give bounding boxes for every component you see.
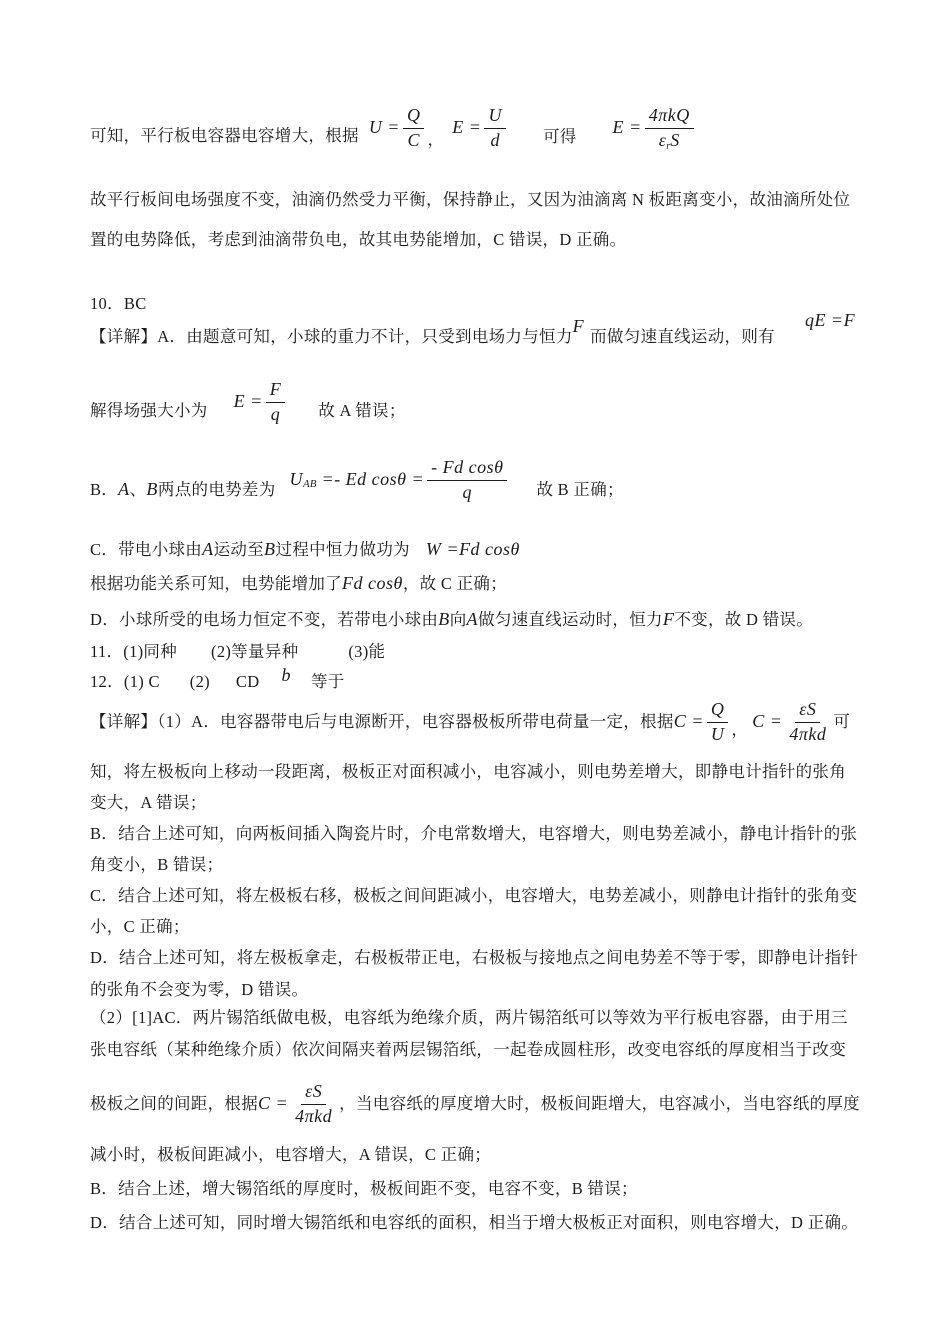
- text-run: (2)等量异种: [211, 642, 299, 662]
- math-run: =- Ed cosθ =: [316, 469, 425, 490]
- spacer: [510, 480, 536, 481]
- fraction: [484, 105, 506, 151]
- solution-12-1A-line-2: [90, 760, 846, 784]
- text-run: (2): [189, 672, 210, 692]
- math-run: C =: [258, 1093, 289, 1114]
- spacer: [259, 682, 281, 683]
- text-run: 【详解】（1）A．电容器带电后与电源断开，电容器极板所带电荷量一定，根据: [90, 712, 674, 732]
- spacer: [577, 128, 613, 129]
- text-run: 可得: [542, 127, 577, 147]
- solution-10-A-formula-line: [90, 376, 406, 428]
- math-run: U: [488, 104, 502, 125]
- text-run: 而做匀速直线运动，则有: [590, 327, 775, 347]
- text-run: 过程中恒力做功为: [275, 540, 410, 560]
- fraction-numerator: [795, 699, 820, 723]
- text-run: 变大，A 错误；: [90, 793, 207, 813]
- solution-10-C-line-2: [90, 572, 507, 596]
- math-run: 4πkd: [295, 1105, 333, 1126]
- math-run: E =: [612, 117, 642, 138]
- text-run: 运动至: [213, 540, 265, 560]
- text-run: 可: [833, 712, 851, 732]
- solution-9-text-line-1: [90, 188, 850, 212]
- spacer: [208, 402, 234, 403]
- fraction-denominator: [291, 1105, 336, 1128]
- text-run: 角变小，B 错误；: [90, 855, 224, 875]
- solution-10-A-line: [90, 310, 856, 352]
- text-run: 根据功能关系可知，电势能增加了: [90, 574, 342, 594]
- fraction: [291, 1081, 336, 1127]
- math-run: C =: [673, 711, 704, 732]
- text-run: 故 B 正确；: [536, 480, 624, 500]
- text-run: ，当电容纸的厚度增大时，极板间距增大，电容减小，当电容纸的厚度: [339, 1094, 860, 1114]
- math-run: F: [572, 316, 585, 337]
- spacer: [291, 682, 311, 683]
- fraction: [785, 699, 830, 745]
- math-run: d: [490, 129, 500, 150]
- solution-12-1A-line-3: [90, 791, 207, 815]
- text-run: C．结合上述可知，将左极板右移，极板之间间距减小，电容增大，电势差减小，则静电计指针的张角变: [90, 886, 858, 906]
- text-run: 可知，平行板电容器电容增大，根据: [90, 126, 359, 146]
- spacer: [210, 682, 236, 683]
- text-run: 解得场强大小为: [90, 401, 208, 421]
- solution-12-1C-line-1: [90, 884, 857, 908]
- math-run: E =: [452, 117, 482, 138]
- text-run: 向: [449, 610, 467, 630]
- math-subscript: r: [666, 140, 671, 152]
- answer-10: [90, 292, 147, 316]
- spacer: [509, 128, 543, 129]
- solution-10-D-line: [90, 608, 813, 632]
- solution-12-2AC-line-4: [90, 1143, 491, 1167]
- math-run: A: [118, 479, 130, 500]
- fraction: [645, 105, 694, 151]
- text-run: 12．(1) C: [90, 672, 160, 692]
- spacer: [177, 652, 211, 653]
- text-run: 不变，故 D 错误。: [674, 610, 814, 630]
- solution-12-2AC-formula-line: [90, 1076, 860, 1132]
- text-run: (3)能: [348, 642, 386, 662]
- solution-12-2D-line: [90, 1211, 858, 1235]
- text-run: 张电容纸（某种绝缘介质）依次间隔夹着两层锡箔纸，一起卷成圆柱形，改变电容纸的厚度相当于改变: [90, 1040, 846, 1060]
- text-run: B．: [90, 480, 119, 500]
- math-run: C =: [752, 711, 783, 732]
- text-run: 故平行板间电场强度不变，油滴仍然受力平衡，保持静止，又因为油滴离 N 板距离变小，故油滴所处位: [90, 190, 851, 210]
- fraction-numerator: [484, 105, 506, 129]
- text-run: ，故 C 正确；: [402, 574, 507, 594]
- solution-12-1C-line-2: [90, 915, 190, 939]
- math-run: Fd cosθ: [342, 573, 403, 594]
- text-run: D．结合上述可知，将左极板拿走，右极板带正电，右极板与接地点之间电势差不等于零，即静电计指针: [90, 948, 859, 968]
- math-run: U: [289, 469, 304, 490]
- text-run: 两点的电势差为: [157, 480, 276, 500]
- text-run: 做匀速直线运动时，恒力: [478, 610, 663, 630]
- solution-12-1D-line-1: [90, 946, 858, 970]
- math-run: q: [270, 403, 281, 424]
- fraction: [427, 457, 507, 503]
- spacer: [410, 550, 426, 551]
- text-run: 减小时，极板间距减小，电容增大，A 错误，C 正确；: [90, 1145, 492, 1165]
- math-run: qE =F: [804, 310, 856, 331]
- text-run: ，: [731, 720, 749, 740]
- text-run: C．带电小球由: [90, 540, 203, 560]
- text-run: D．结合上述可知，同时增大锡箔纸和电容纸的面积，相当于增大极板正对面积，则电容增大，D 正确。: [90, 1213, 859, 1233]
- math-run: C: [407, 129, 420, 150]
- text-run: CD: [235, 672, 260, 692]
- math-run: 4πkQ: [648, 104, 690, 125]
- math-run: A: [202, 539, 214, 560]
- text-run: 、: [129, 480, 147, 500]
- answer-12: [90, 665, 345, 694]
- fraction-denominator: [655, 129, 684, 152]
- math-run: U =: [368, 117, 400, 138]
- math-run: F: [662, 609, 675, 630]
- math-run: S: [670, 129, 680, 150]
- text-run: 【详解】A．由题意可知，小球的重力不计，只受到电场力与恒力: [90, 327, 573, 347]
- spacer: [276, 480, 290, 481]
- math-run: q: [462, 481, 473, 502]
- text-run: B．结合上述可知，向两板间插入陶瓷片时，介电常数增大，电容增大，则电势差减小，静电计指针的张: [90, 824, 858, 844]
- math-run: B: [146, 479, 158, 500]
- math-run: E =: [233, 391, 263, 412]
- fraction-numerator: [645, 105, 694, 129]
- text-run: 知，将左极板向上移动一段距离，极板正对面积减小，电容减小，则电势差增大，即静电计指针的张角: [90, 762, 846, 782]
- math-run: ε: [658, 129, 667, 150]
- spacer: [359, 128, 369, 129]
- math-run: A: [466, 609, 479, 630]
- text-run: D．小球所受的电场力恒定不变，若带电小球由: [90, 610, 439, 630]
- text-run: 的张角不会变为零，D 错误。: [90, 980, 309, 1000]
- text-run: （2）[1]AC．两片锡箔纸做电极，电容纸为绝缘介质，两片锡箔纸可以等效为平行板电容器，由于用三: [90, 1008, 848, 1028]
- solution-12-1B-line-2: [90, 853, 223, 877]
- fraction-denominator: [459, 481, 477, 504]
- solution-12-2B-line: [90, 1177, 638, 1201]
- fraction-denominator: [486, 129, 504, 152]
- math-run: W =Fd cosθ: [425, 539, 520, 560]
- solution-12-1B-line-1: [90, 822, 857, 846]
- fraction-numerator: [427, 457, 507, 481]
- solution-12-1A-formula-line: [90, 694, 850, 750]
- solution-10-B-line: [90, 452, 624, 508]
- fraction-numerator: [403, 105, 425, 129]
- math-run: F: [269, 378, 282, 399]
- text-run: ，: [427, 130, 445, 150]
- solution-12-2AC-line-2: [90, 1038, 846, 1062]
- math-run: Q: [710, 698, 725, 719]
- fraction-denominator: [707, 723, 729, 746]
- math-run: Q: [406, 104, 421, 125]
- text-run: 极板之间的间距，根据: [90, 1094, 258, 1114]
- math-run: εS: [305, 1080, 323, 1101]
- fraction: [266, 379, 286, 425]
- math-run: 4πkd: [789, 723, 827, 744]
- solution-9-text-line-2: [90, 228, 626, 252]
- fraction: [707, 699, 729, 745]
- spacer: [160, 682, 190, 683]
- fraction-numerator: [266, 379, 286, 403]
- math-run: B: [438, 609, 450, 630]
- fraction-numerator: [301, 1081, 326, 1105]
- spacer: [298, 652, 348, 653]
- text-run: 等于: [310, 672, 345, 692]
- text-run: 置的电势降低，考虑到油滴带负电，故其电势能增加，C 错误，D 正确。: [90, 230, 627, 250]
- text-run: 11．(1)同种: [90, 642, 178, 662]
- answer-11: [90, 640, 385, 664]
- solution-12-2AC-line-1: [90, 1006, 848, 1030]
- math-run: εS: [799, 698, 817, 719]
- fraction-numerator: [707, 699, 729, 723]
- text-run: 10．BC: [90, 294, 147, 314]
- text-run: 故 A 错误；: [318, 401, 406, 421]
- solution-12-1D-line-2: [90, 978, 308, 1002]
- fraction-denominator: [785, 723, 830, 746]
- fraction-denominator: [403, 129, 424, 152]
- fraction-denominator: [267, 403, 285, 426]
- solution-10-C-line-1: [90, 538, 520, 562]
- spacer: [288, 402, 318, 403]
- math-run: B: [264, 539, 276, 560]
- text-run: 小，C 正确；: [90, 917, 190, 937]
- math-run: b: [281, 665, 291, 686]
- text-run: B．结合上述，增大锡箔纸的厚度时，极板间距不变，电容不变，B 错误；: [90, 1179, 638, 1199]
- math-run: - Fd cosθ: [431, 456, 504, 477]
- math-subscript: AB: [303, 478, 317, 491]
- solution-9-formula-line: [90, 96, 697, 160]
- spacer: [775, 337, 805, 338]
- math-run: U: [710, 723, 725, 744]
- fraction: [403, 105, 425, 151]
